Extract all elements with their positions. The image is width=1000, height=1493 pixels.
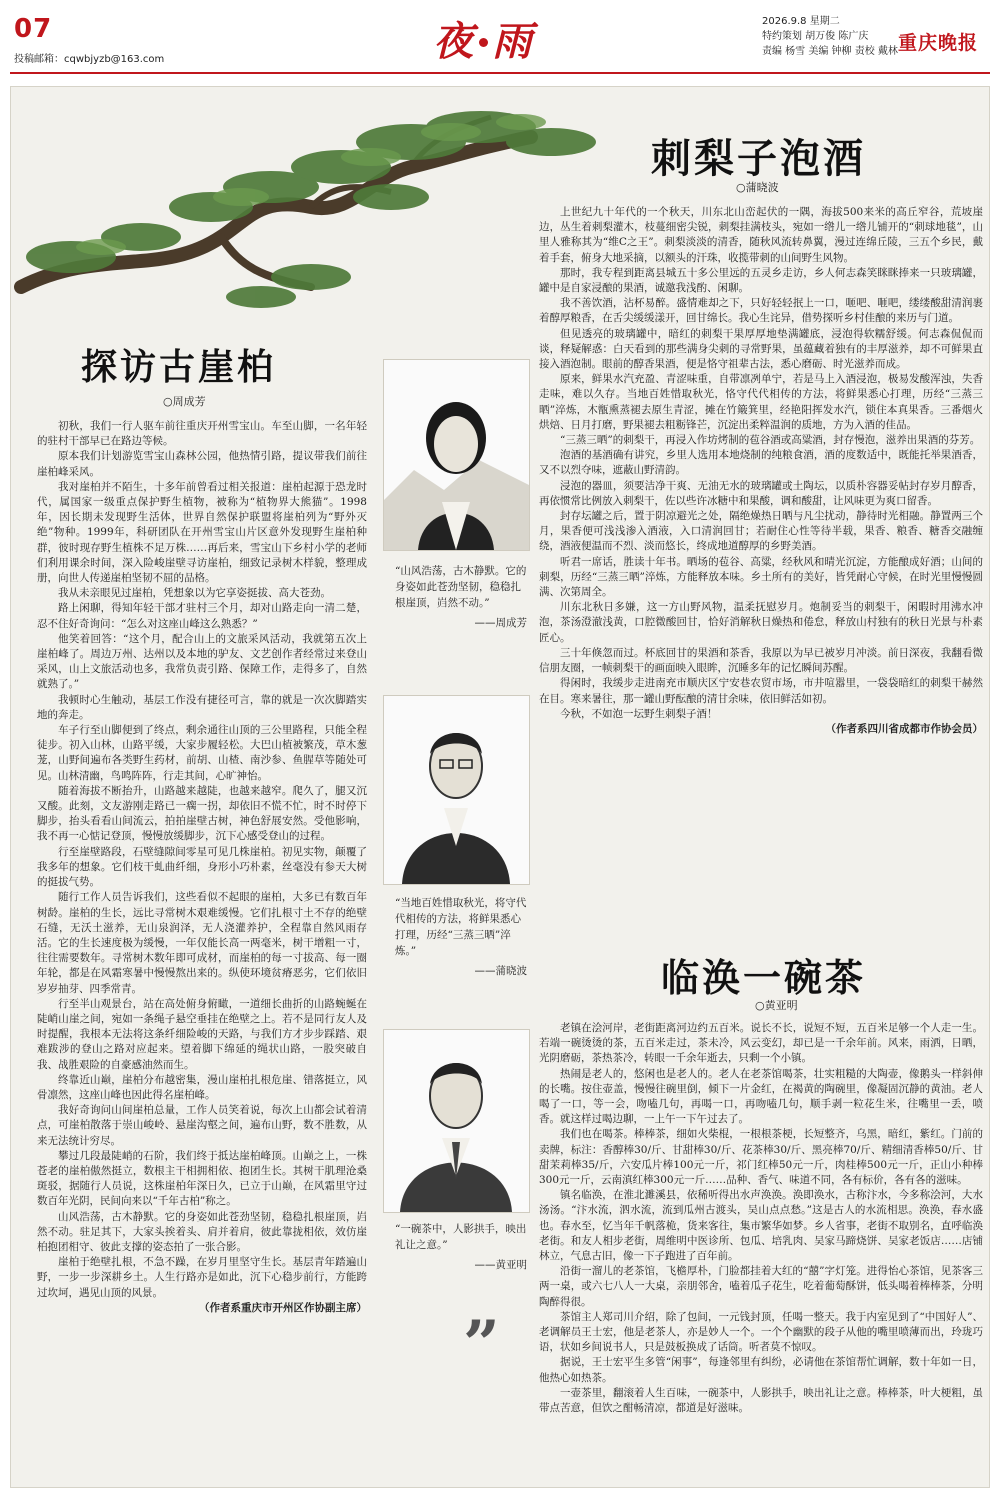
article1-author-note: （作者系重庆市开州区作协副主席） [199, 1301, 367, 1314]
article2-paragraph: 泡酒的基酒确有讲究，乡里人选用本地烧制的纯粮食酒，酒的度数适中，既能托举果酒香，又不以烈夺味，遮蔽山野清韵。 [539, 449, 983, 477]
article1-paragraph: 我好奇询问山间崖柏总量，工作人员笑着说，每次上山都会试着清点，可崖柏散落于崇山峻岭、悬崖沟壑之间，遍布山野，数不胜数，从来无法统计穷尽。 [37, 1104, 367, 1147]
article2-byline: ○蒲晓波 [736, 181, 779, 194]
header-rule [10, 72, 990, 74]
article2-author-note: （作者系四川省成都市作协会员） [825, 722, 983, 735]
article2-paragraph: 我不善饮酒，沾杯易醉。盛情难却之下，只好轻轻抿上一口，咂吧、咂吧，缕缕酸甜清润裹着醇厚粮香，在舌尖缓缓漾开，回甘绵长。我心生诧异，借势探听乡村佳酿的来历与门道。 [539, 297, 983, 325]
article1-paragraph: 终靠近山巅，崖柏分布越密集，漫山崖柏扎根危崖、错落挺立，风骨凛然，这座山峰也因此得名崖柏峰。 [37, 1073, 367, 1101]
article3-paragraph: 镇名临涣，在淮北濉溪县，依稀听得出水声涣涣。涣即涣水，古称汴水，今多称浍河，大水汤汤。“汴水流，泗水流，流到瓜州古渡头，吴山点点愁。”这是古人的水流相思。涣涣，春水盛也。春水至，忆当年千帆落桅，货来客往，集市繁华如梦。乡人省事，老街不取别名，直呼临涣老街。和友人相步老街，周维明中医诊所、包瓜、培乳肉、吴家马蹄烧饼、吴家老饭店……店铺林立，气息古旧，像一下子跑进了百年前。 [539, 1189, 983, 1263]
pull-quote-3 [395, 1221, 527, 1273]
article2-paragraph: 封存坛罐之后，置于阴凉避光之处，隔绝燥热日晒与凡尘扰动，静待时光相融。静置两三个月，果香便可浅浅渗入酒液，入口清润回甘；若耐住心性等待半载，果香、粮香、糖香交融缠绕，酒液便温而不烈、淡而悠长，终成地道醇厚的乡野美酒。 [539, 510, 983, 553]
article3-paragraph: 热闹是老人的，悠闲也是老人的。老人在老茶馆喝茶，壮实粗糙的大陶壶，像鹅头一样斜伸的长嘴。按住壶盖，慢慢往碗里倒，倾下一片金红，在褐黄的陶碗里，像凝固沉静的黄油。老人喝了一口，等一会，吻嗑几句，再喝一口，再吻嗑几句，顺手剥一粒花生米，往嘴里一丢，喷香。就这样过喝边聊，一上午一下午过去了。 [539, 1067, 983, 1126]
article1-paragraph: 攀过几段最陡峭的石阶，我们终于抵达崖柏峰顶。山巅之上，一株苍老的崖柏傲然挺立，数根主干相拥相依、抱团生长。其树干肌理沧桑斑驳，据随行人员说，这株崖柏年深日久，已立于山巅，在风霜里守过数百年光阴，民间向来以“千年古柏”称之。 [37, 1149, 367, 1208]
article1-body [37, 419, 367, 1316]
article1-paragraph: 初秋，我们一行人驱车前往重庆开州雪宝山。车至山脚，一名年轻的驻村干部早已在路边等候。 [37, 420, 367, 448]
article2-paragraph: 三十年倏忽而过。杯底回甘的果酒和茶香，我原以为早已被岁月冲淡。前日深夜，我翻看微信朋友圈，一帧刺梨干的画面映入眼眸，沉睡多年的记忆瞬间苏醒。 [539, 646, 983, 675]
article2-paragraph: “三蒸三晒”的刺梨干，再浸入作坊烤制的苞谷酒或高粱酒，封存慢泡，滋养出果酒的芬芳。 [560, 434, 981, 447]
article2-body [539, 205, 983, 737]
article1-paragraph: 山风浩荡，古木静默。它的身姿如此苍劲坚韧，稳稳扎根崖顶，岿然不动。驻足其下，大家头挨着头、肩并着肩，彼此靠拢相依，效仿崖柏抱团相守、彼此支撑的姿态拍了一张合影。 [37, 1210, 367, 1253]
article2-title: 刺梨子泡酒 [651, 135, 866, 182]
column-logo: 夜 雨 [433, 18, 534, 65]
pull-quote-3-author: ——黄亚明 [474, 1259, 527, 1271]
article2-paragraph: 原来，鲜果水汽充盈、青涩味重，自带凛冽单宁，若是马上入酒浸泡，极易发酸浑浊，失香走味，难以久存。当地百姓惜取秋光，恪守代代相传的方法，将鲜果悉心打理，历经“三蒸三晒”淬炼，木甑熏蒸褪去原生青涩，摊在竹簸箕里，经艳阳挥发水汽，锁住本真果香。三番烟火烘焙、日月打磨，野果褪去粗粝锋芒，沉淀出柔粹温润的质地，方为入酒的佳品。 [539, 373, 983, 431]
article1-paragraph: 他笑着回答：“这个月，配合山上的文旅采风活动，我就第五次上崖柏峰了。周边万州、达州以及本地的驴友、文艺创作者经常过来登山采风，山上文旅活动也多，我常负责引路、保障工作，走得多了，自然就熟了。” [37, 632, 367, 691]
article2-paragraph: 那时，我专程到距离县城五十多公里远的五灵乡走访，乡人何志森笑眯眯捧来一只玻璃罐，罐中是自家浸酿的果酒，诚邀我浅酌、闲聊。 [539, 266, 983, 295]
article3-byline: ○黄亚明 [755, 999, 798, 1012]
logo-dot [479, 38, 488, 47]
page-sheet [10, 86, 990, 1488]
article1-byline: ○周成芳 [163, 395, 206, 408]
page-header [0, 0, 1000, 74]
newspaper-name: 重庆晚报 [898, 32, 979, 54]
article1-paragraph: 行至半山观景台，站在高处俯身俯瞰，一道细长曲折的山路蜿蜒在陡峭山崖之间，宛如一条绳子悬空垂挂在绝壁之上。若不是同行友人及时提醒，我根本无法将这条纤细险峻的天路，与我们方才步步踩踏、艰难跋涉的登山之路对应起来。望着脚下绵延的绳状山路，一股突破自我、战胜艰险的自豪感油然而生。 [37, 997, 367, 1071]
author-photo-huang-yaming [383, 1029, 530, 1213]
article3-body [539, 1021, 983, 1416]
planners-line: 特约策划 胡万俊 陈广庆 [762, 31, 869, 42]
pull-quote-1 [395, 563, 527, 631]
article2-paragraph: 听君一席话，胜读十年书。晒场的苞谷、高粱，经秋风和晴光沉淀，方能酿成好酒；山间的刺梨，历经“三蒸三晒”淬炼，方能释放本味。乡土所有的美好，皆凭耐心守候，在时光里慢慢圆满、次第周全。 [539, 555, 983, 599]
article3-paragraph: 沿街一溜儿的老茶馆，飞檐厚朴，门脸都挂着大红的“囍”字灯笼。进得怡心茶馆，见茶客三两一桌，或六七八人一大桌，亲朋邻舍，嗑着瓜子花生，吃着葡萄酥饼，低头喝着棒棒茶，分明陶醉得很。 [539, 1265, 983, 1308]
editors-line: 责编 杨雪 美编 钟柳 责校 戴林 [762, 46, 898, 57]
article3-paragraph: 我们也在喝茶。棒棒茶，细如火柴棍，一根根茶梗，长短整齐，乌黑，暗红，紫红。门前的卖牌，标注：香醇棒30/斤、甘甜棒30/斤、花茶棒30/斤、黑亮棒70/斤、精细清香棒50/斤、甘甜茉莉棒35/斤，六安瓜片棒100元一斤，祁门红棒50元一斤，肉桂棒500元一斤，正山小种棒300元一斤，云南滇红棒300元一斤……品种、香气、味道不同，各有标价，各有各的滋味。 [539, 1128, 983, 1187]
article1-paragraph: 我对崖柏并不陌生，十多年前曾看过相关报道：崖柏起源于恐龙时代，属国家一级重点保护野生植物，被称为“植物界大熊猫”。1998年，因长期未发现野生活体，世界自然保护联盟将崖柏列为“野外灭绝”物种。1999年，科研团队在开州雪宝山片区意外发现野生崖柏种群，彼时现存野生植株不足万株……再后来，雪宝山下乡村小学的老师们利用课余时间，深入险峻崖壁寻访崖柏，细致记录树木样貌，整理成册，向世人传递崖柏坚韧不屈的品格。 [37, 480, 367, 585]
article3-title: 临涣一碗茶 [661, 955, 867, 1000]
quote-mark-ornament: ” [463, 1307, 500, 1382]
pull-quote-2 [395, 895, 527, 979]
article2-paragraph: 得闲时，我缓步走进南充市顺庆区宁安巷农贸市场，市井喧嚣里，一袋袋暗红的刺梨干赫然在目。寒来暑往，那一罐山野酝酿的清甘余味，依旧鲜活如初。 [539, 677, 983, 705]
article2-paragraph: 浸泡的器皿，须要洁净干爽、无油无水的玻璃罐或土陶坛，以质朴容器妥帖封存岁月醇香，再依惯常比例放入刺梨干，佐以些许冰糖中和果酸，调和酸甜，让风味更为爽口留香。 [539, 479, 983, 507]
article3-paragraph: 茶馆主人郑司川介绍，除了包间，一元钱封顶，任喝一整天。我于内室见到了“中国好人”、老调解员王士宏，他是老茶人，亦是妙人一个。一个个幽默的段子从他的嘴里喷薄而出，玲珑巧语，状如乡间说书人，只是鼓板换成了话筒。听者莫不惊叹。 [539, 1310, 983, 1354]
article2-paragraph: 川东北秋日多嫌，这一方山野风物，温柔抚慰岁月。炮制妥当的刺梨干，闲暇时用沸水冲泡，茶汤澄澈浅黄，口腔微酸回甘，恰好消解秋日燥热和倦怠，释放山村独有的秋日光景与朴素匠心。 [539, 601, 983, 644]
pine-tree-illustration [11, 87, 611, 337]
pull-quote-2-text: “当地百姓惜取秋光，将守代代相传的方法，将鲜果悉心打理，历经“三蒸三晒”淬炼。” [395, 897, 527, 957]
article2-paragraph: 今秋，不如泡一坛野生刺梨子酒！ [560, 707, 718, 720]
article1-paragraph: 车子行至山脚便到了终点，剩余通往山顶的三公里路程，只能全程徒步。初入山林，山路平缓，大家步履轻松。大巴山植被繁茂，草木葱茏，山野间遍布各类野生药材，前胡、山楂、南沙参、鱼腥草等随处可见。山林清幽，鸟鸣阵阵，行走其间，心旷神怡。 [37, 724, 367, 782]
article3-paragraph: 老镇在浍河岸，老街距离河边约五百米。说长不长，说短不短，五百米足够一个人走一生。若端一碗烫烫的茶，五百米走过，茶未冷，风云变幻，却已是一千余年前。风来，雨洒，日晒，光阴磨砺，茶热茶冷，转眼一千余年逝去，只剩一个小镇。 [539, 1022, 983, 1065]
article1-title: 探访古崖柏 [81, 346, 277, 388]
article2-paragraph: 但见透亮的玻璃罐中，暗红的刺梨干果厚厚地垫满罐底，浸泡得软糯舒缓。何志森侃侃而谈，释疑解惑：白天看到的那些满身尖刺的寻常野果，虽蕴藏着独有的丰厚滋养，却不可鲜果直接入酒泡制。眼前的醇香果酒，便是恪守祖辈古法，悉心磨砺、时光滋养而成。 [539, 327, 983, 371]
article1-paragraph: 我顿时心生触动，基层工作没有捷径可言，靠的就是一次次脚踏实地的奔走。 [37, 693, 367, 721]
article1-paragraph: 崖柏于绝壁扎根，不急不躁，在岁月里坚守生长。基层青年踏遍山野，一步一步深耕乡土。人生行路亦是如此，沉下心稳步前行，方能跨过坎坷，遇见山顶的风景。 [37, 1256, 367, 1299]
pull-quote-1-author: ——周成芳 [474, 617, 527, 629]
article1-paragraph: 随行工作人员告诉我们，这些看似不起眼的崖柏，大多已有数百年树龄。崖柏的生长，远比寻常树木艰难缓慢。它们扎根寸土不存的绝壁石缝，无沃土滋养，无山泉润泽，无人浇灌养护，全程靠自然风雨存活。它的生长速度极为缓慢，一年仅能长高一两毫米，树干增粗一寸，往往需要数年。寻常树木数年即可成材，而崖柏的每一寸拔高、每一圈年轮，都是在风霜寒暑中慢慢熬出来的。纵使环境贫瘠恶劣，它们依旧岁岁抽芽、四季常青。 [37, 891, 367, 995]
pull-quote-1-text: “山风浩荡，古木静默。它的身姿如此苍劲坚韧，稳稳扎根崖顶，岿然不动。” [395, 565, 527, 609]
article1-paragraph: 我从未亲眼见过崖柏，凭想象以为它享姿挺拔、高大苍劲。 [58, 587, 331, 600]
date-line: 2026.9.8 星期二 [762, 16, 840, 27]
pull-quote-2-author: ——蒲晓波 [474, 965, 527, 977]
article3-paragraph: 一壶茶里，翻滚着人生百味，一碗茶中，人影拱手，映出礼让之意。棒棒茶，叶大梗粗，虽带点苦意，但饮之酣畅清凉，都道是好滋味。 [539, 1386, 983, 1415]
article2-paragraph: 上世纪九十年代的一个秋天，川东北山峦起伏的一隅，海拔500来米的高丘窄谷，荒坡崖边，丛生着刺梨灌木，枝蔓细密尖锐，刺梨挂满枝头，宛如一绺儿一绺儿铺开的“刺球地毯”，山里人雅称其为“维C之王”。刺梨淡淡的清香，随秋风流转鼻翼，漫过连绵丘陵，三五个乡民，戴着手套，俯身大地采摘，以额头的汗珠，收揽带刺的山间野生风物。 [539, 206, 983, 264]
pull-quote-3-text: “一碗茶中，人影拱手，映出礼让之意。” [395, 1223, 527, 1251]
submission-email: 投稿邮箱：cqwbjyzb@163.com [14, 54, 165, 65]
article1-paragraph: 行至崖壁路段，石壁缝隙间零星可见几株崖柏。初见实物，颠覆了我多年的想象。它们枝干虬曲纤细，身形小巧朴素，丝毫没有参天大树的挺拔气势。 [37, 845, 367, 889]
page-number: 07 [14, 14, 53, 44]
article1-paragraph: 随着海拔不断抬升，山路越来越陡，也越来越窄。爬久了，腿又沉又酸。此刻，文友游刚走路已一瘸一拐，却依旧不慌不忙，时不时停下脚步，抬头看看山间流云，拍拍崖壁古树，神色舒展安然。受他影响，我不再一心惦记登顶，慢慢放缓脚步，沉下心感受登山的过程。 [37, 784, 367, 843]
article1-paragraph: 路上闲聊，得知年轻干部才驻村三个月，却对山路走向一清二楚，忍不住好奇询问：“怎么对这座山峰这么熟悉？” [37, 602, 367, 630]
author-photo-pu-xiaobo [383, 695, 530, 885]
issue-meta [762, 14, 898, 59]
article1-paragraph: 原本我们计划游览雪宝山森林公园，他热情引路，提议带我们前往崖柏峰采风。 [37, 450, 367, 478]
article3-paragraph: 据说，王士宏平生多管“闲事”，每逢邻里有纠纷，必请他在茶馆帮忙调解，数十年如一日，他热心如热茶。 [539, 1356, 983, 1384]
author-photo-zhou-chengfang [383, 359, 530, 551]
